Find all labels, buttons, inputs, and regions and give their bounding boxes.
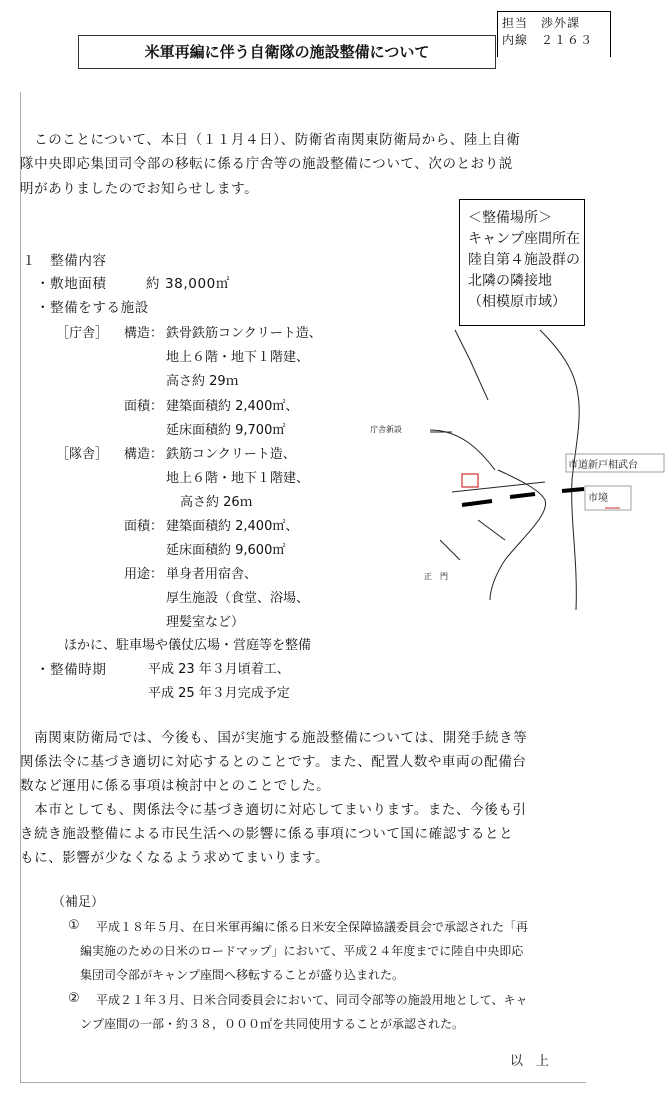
map-road-label: 市道新戸相武台 — [568, 460, 638, 471]
location-label-line: 北隣の隣接地 — [468, 273, 552, 289]
taisha-tag: ［隊舎］ — [56, 447, 109, 462]
chosha-area-label: 面積： — [124, 399, 164, 414]
body-line: もに、影響が少なくなるよう求めてまいります。 — [20, 850, 330, 866]
chosha-structure: 高さ約 29ｍ — [166, 374, 239, 389]
location-label-line: ＜整備場所＞ — [468, 210, 552, 226]
site-area-label: ・敷地面積 — [36, 276, 107, 292]
other-facilities: ほかに、駐車場や儀仗広場・営庭等を整備 — [64, 638, 312, 653]
chosha-structure: 地上６階・地下１階建、 — [166, 350, 310, 365]
taisha-area-label: 面積： — [124, 519, 164, 534]
supplement-item2-line: ンプ座間の一部・約３８，０００㎡を共同使用することが承認された。 — [80, 1017, 465, 1031]
contact-extension: 内線 ２１６３ — [502, 33, 594, 47]
taisha-area: 延床面積約 9,600㎡ — [166, 543, 286, 558]
supplement-item1-line: 平成１８年５月、在日米軍再編に係る日米安全保障協議委員会で承認された「再 — [96, 920, 529, 934]
body-line: 南関東防衛局では、今後も、国が実施する施設整備については、開発手続き等 — [20, 730, 528, 746]
site-area-value: 約 38,000㎡ — [146, 276, 230, 292]
map-building-label: 庁舎新設 — [370, 425, 402, 434]
supplement-heading: （補足） — [52, 895, 105, 910]
page-title: 米軍再編に伴う自衛隊の施設整備について — [78, 35, 496, 69]
intro-line: 明がありましたのでお知らせします。 — [20, 181, 259, 197]
schedule-line: 平成 23 年３月頃着工、 — [148, 662, 290, 677]
location-label-line: （相模原市域） — [468, 294, 566, 310]
taisha-structure: 地上６階・地下１階建、 — [166, 471, 310, 486]
map-road-line — [478, 520, 505, 540]
intro-line: このことについて、本日（１１月４日）、防衛省南関東防衛局から、陸上自衛 — [20, 132, 521, 148]
taisha-use: 単身者用宿舎、 — [166, 567, 258, 582]
map-boundary-label: 市境 — [588, 493, 608, 504]
taisha-structure: 鉄筋コンクリート造、 — [166, 447, 296, 462]
chosha-area: 建築面積約 2,400㎡、 — [166, 399, 299, 414]
schedule-line: 平成 25 年３月完成予定 — [148, 686, 290, 701]
supplement-item2-mark: ② — [68, 991, 80, 1006]
section-heading: １ 整備内容 — [22, 253, 107, 269]
location-label-line: キャンプ座間所在 — [468, 231, 580, 247]
map-boundary-segment — [562, 489, 584, 491]
supplement-item1-line: 編実施のための日米のロードマップ」において、平成２４年度までに陸自中央即応 — [80, 944, 524, 958]
supplement-item1-mark: ① — [68, 918, 80, 933]
supplement-item2-line: 平成２１年３月、日米合同委員会において、同司令部等の施設用地として、キャ — [96, 993, 528, 1007]
map-road-line — [440, 540, 460, 560]
contact-department: 担当 渉外課 — [502, 16, 581, 30]
map-gate-label: 正 門 — [424, 572, 448, 581]
facilities-label: ・整備をする施設 — [36, 300, 149, 316]
taisha-structure: 高さ約 26ｍ — [180, 495, 253, 510]
taisha-area: 建築面積約 2,400㎡、 — [166, 519, 299, 534]
taisha-use: 理髪室など） — [166, 615, 245, 630]
schedule-label: ・整備時期 — [36, 662, 107, 678]
chosha-area: 延床面積約 9,700㎡ — [166, 423, 286, 438]
map-road-line — [455, 330, 488, 400]
chosha-structure: 鉄骨鉄筋コンクリート造、 — [166, 326, 322, 341]
location-label-line: 陸自第４施設群の — [468, 252, 580, 268]
chosha-structure-label: 構造： — [124, 326, 164, 341]
body-line: 関係法令に基づき適切に対応するとのことです。また、配置人数や車両の配備台 — [20, 754, 527, 770]
supplement-item1-line: 集団司令部がキャンプ座間へ移転することが盛り込まれた。 — [80, 968, 405, 982]
taisha-structure-label: 構造： — [124, 447, 164, 462]
chosha-tag: ［庁舎］ — [56, 326, 109, 341]
location-label-box — [459, 199, 585, 326]
map-road-line — [430, 430, 495, 470]
closing: 以 上 — [510, 1054, 550, 1069]
map-building-marker — [462, 474, 478, 487]
taisha-use-label: 用途： — [124, 567, 164, 582]
body-line: 本市としても、関係法令に基づき適切に対応してまいります。また、今後も引 — [20, 802, 527, 818]
taisha-use: 厚生施設（食堂、浴場、 — [166, 591, 310, 606]
map-boundary-segment — [510, 494, 535, 497]
body-line: 数など運用に係る事項は検討中とのことでした。 — [20, 778, 331, 794]
map-boundary-segment — [462, 501, 492, 505]
intro-line: 隊中央即応集団司令部の移転に係る庁舎等の施設整備について、次のとおり説 — [20, 156, 513, 172]
body-line: き続き施設整備による市民生活への影響に係る事項について国に確認するとと — [20, 826, 514, 842]
